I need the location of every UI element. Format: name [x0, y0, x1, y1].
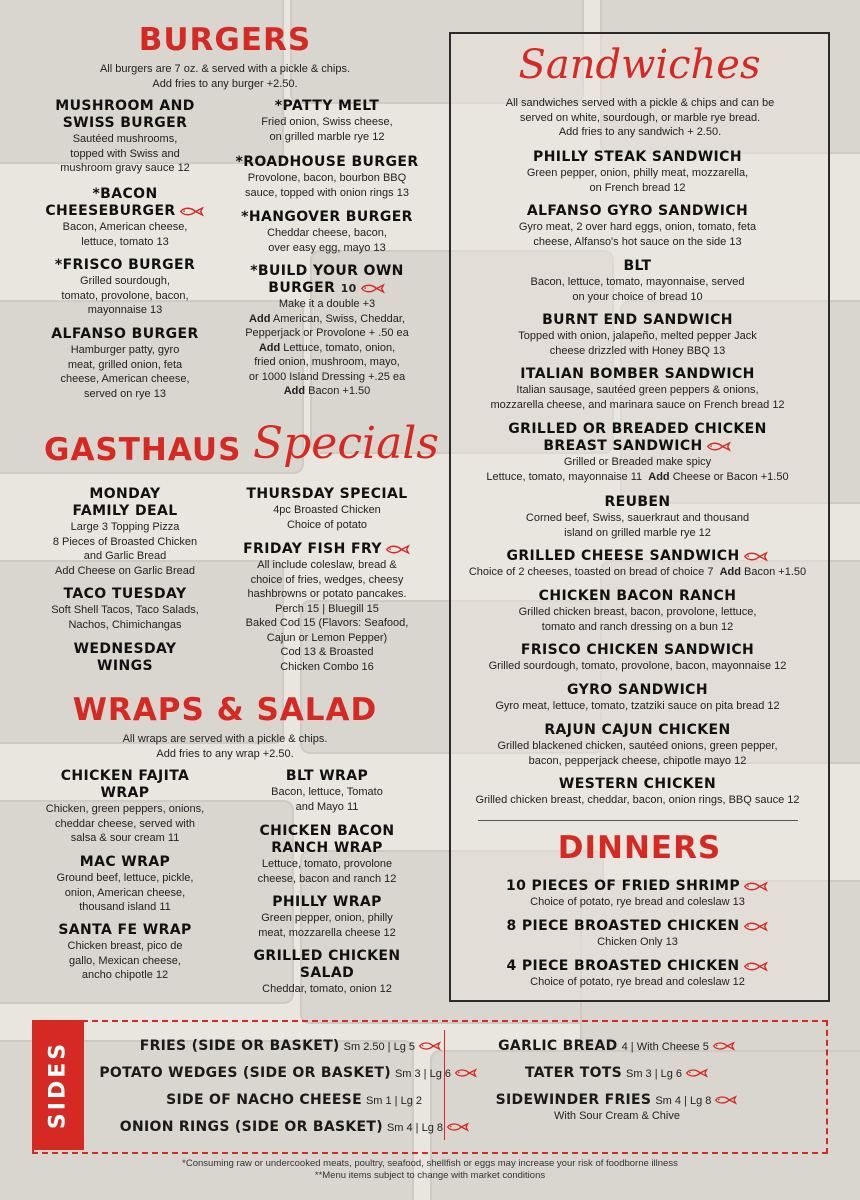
item-name: WEDNESDAY	[73, 641, 177, 657]
item-description: Grilled chicken breast, bacon, provolone, lettuce,	[518, 606, 757, 618]
item-description: Make it a double +3	[278, 298, 376, 310]
item-description: Nachos, Chimichangas	[68, 618, 182, 631]
side-item-nacho-cheese	[166, 1091, 422, 1109]
specials-script-heading: Specials	[253, 418, 439, 469]
menu-item-reuben	[451, 494, 824, 540]
item-description: Choice of potato, rye bread and coleslaw 12	[530, 976, 745, 988]
item-description: Cheese or Bacon +1.50	[669, 470, 789, 483]
menu-item-philly-wrap	[222, 894, 432, 940]
side-name: FRIES (SIDE OR BASKET)	[139, 1038, 340, 1054]
fish-icon	[685, 1068, 709, 1078]
item-description: Topped with onion, jalapeño, melted pepper Jack	[518, 330, 757, 342]
menu-item-roadhouse-burger	[222, 154, 432, 200]
item-description: Large 3 Topping Pizza	[70, 521, 180, 533]
fish-icon	[712, 1041, 736, 1051]
sandwiches-intro-line: served on white, sourdough, or marble rye bread.	[519, 111, 761, 124]
item-description: cheese, Alfanso's hot sauce on the side 13	[533, 235, 742, 248]
item-description: Gyro meat, 2 over hard eggs, onion, tomato, feta	[518, 221, 757, 233]
item-description: 8 Pieces of Broasted Chicken	[52, 535, 198, 548]
side-price: Sm 3 | Lg 6	[626, 1068, 683, 1080]
item-description: Bacon, lettuce, Tomato	[271, 786, 383, 798]
add-label: Add	[719, 566, 741, 578]
menu-item-thursday-special	[222, 486, 432, 532]
item-description: American, Swiss, Cheddar,	[270, 312, 405, 325]
side-price: Sm 3 | Lg 6	[394, 1068, 451, 1080]
side-item-fries	[140, 1037, 442, 1055]
wraps-heading: WRAPS & SALAD	[72, 692, 378, 728]
item-name: MUSHROOM AND	[55, 98, 195, 114]
menu-item-build-your-own-burger	[222, 263, 432, 399]
item-name: FRISCO CHICKEN SANDWICH	[520, 642, 755, 658]
add-label: Add	[648, 470, 670, 483]
item-name: GRILLED CHICKEN	[253, 948, 401, 964]
item-name: GRILLED CHEESE SANDWICH	[506, 548, 740, 564]
side-name: SIDE OF NACHO CHEESE	[166, 1092, 362, 1108]
side-name: ONION RINGS (SIDE OR BASKET)	[119, 1119, 383, 1135]
sandwiches-intro-line: All sandwiches served with a pickle & chips and can be	[505, 97, 775, 109]
item-name: PHILLY STEAK SANDWICH	[533, 149, 742, 165]
burgers-intro	[60, 62, 390, 91]
menu-item-rajun-cajun-chicken	[451, 722, 824, 768]
fish-icon	[179, 206, 205, 217]
item-name: CHICKEN FAJITA	[60, 768, 190, 784]
item-name: BURGER	[268, 280, 336, 296]
item-description: Grilled chicken breast, cheddar, bacon, onion rings, BBQ sauce 12	[475, 794, 800, 806]
section-divider	[478, 820, 798, 821]
side-item-potato-wedges	[99, 1064, 478, 1082]
item-description: lettuce, tomato 13	[81, 235, 169, 248]
item-name: MAC WRAP	[79, 854, 171, 870]
item-description: fried onion, mushroom, mayo,	[254, 356, 400, 368]
menu-item-fried-shrimp	[451, 878, 824, 910]
item-description: cheese, American cheese,	[60, 373, 190, 385]
item-name: WRAP	[100, 785, 150, 801]
item-description: Grilled or Breaded make spicy	[563, 456, 712, 468]
item-description: Baked Cod 15 (Flavors: Seafood,	[245, 617, 409, 629]
fish-icon	[743, 921, 769, 932]
item-description: Cajun or Lemon Pepper)	[266, 631, 388, 644]
side-item-garlic-bread	[446, 1037, 788, 1055]
item-description: Grilled sourdough,	[80, 275, 170, 287]
item-name: FRIDAY FISH FRY	[243, 541, 382, 557]
menu-item-grilled-or-breaded-chicken-breast-sandwich	[451, 421, 824, 484]
menu-item-chicken-fajita-wrap	[30, 768, 220, 846]
sandwiches-intro-line: Add fries to any sandwich + 2.50.	[558, 126, 722, 138]
menu-item-blt	[451, 258, 824, 304]
item-description: over easy egg, mayo 13	[268, 241, 386, 254]
burgers-heading: BURGERS	[138, 22, 312, 58]
item-description: tomato, provolone, bacon,	[61, 289, 189, 302]
item-description: Chicken Combo 16	[280, 660, 374, 673]
fish-icon	[418, 1041, 442, 1051]
sandwiches-intro	[455, 96, 825, 140]
item-description: sauce, topped with onion rings 13	[245, 186, 409, 199]
item-description: Pepperjack or Provolone + .50 ea	[245, 327, 409, 339]
side-item-onion-rings	[120, 1118, 470, 1136]
item-name: *PATTY MELT	[274, 98, 380, 114]
item-name: CHICKEN BACON	[259, 823, 395, 839]
item-name: *BACON	[92, 186, 158, 202]
item-description: Soft Shell Tacos, Taco Salads,	[51, 604, 199, 616]
burgers-intro-line: All burgers are 7 oz. & served with a pickle & chips.	[99, 63, 351, 75]
item-description: Fried onion, Swiss cheese,	[261, 116, 393, 128]
fish-icon	[714, 1095, 738, 1105]
item-description: ancho chipotle 12	[81, 969, 169, 981]
footer-line: **Menu items subject to change with market conditions	[314, 1170, 546, 1181]
item-description: Perch 15 | Bluegill 15	[275, 602, 379, 615]
wraps-intro-line: Add fries to any wrap +2.50.	[156, 747, 294, 760]
item-description: Bacon +1.50	[305, 385, 371, 397]
menu-item-bacon-cheeseburger	[30, 186, 220, 249]
item-description: mushroom gravy sauce 12	[60, 162, 190, 174]
item-description: hashbrowns or potato pancakes.	[247, 588, 407, 600]
menu-item-mac-wrap	[30, 854, 220, 915]
item-description: Choice of potato	[286, 518, 368, 531]
item-name: BLT	[623, 258, 652, 274]
item-description: Corned beef, Swiss, sauerkraut and thousand	[525, 512, 750, 524]
menu-item-alfanso-gyro-sandwich	[451, 203, 824, 249]
item-name: SALAD	[299, 965, 355, 981]
item-description: on grilled marble rye 12	[269, 130, 385, 143]
fish-icon	[385, 544, 411, 555]
item-description: mayonnaise 13	[87, 304, 163, 316]
item-description: island on grilled marble rye 12	[564, 526, 711, 539]
item-name: 10 PIECES OF FRIED SHRIMP	[505, 878, 741, 894]
item-description: choice of fries, wedges, cheesy	[250, 573, 404, 586]
side-price: Sm 4 | Lg 8	[655, 1095, 712, 1107]
menu-item-chicken-bacon-ranch	[451, 588, 824, 634]
burgers-intro-line: Add fries to any burger +2.50.	[152, 77, 298, 90]
menu-item-wednesday-wings	[30, 641, 220, 675]
dinners-heading: DINNERS	[557, 830, 722, 866]
item-description: Chicken Only 13	[597, 936, 678, 948]
menu-item-friday-fish-fry	[222, 541, 432, 674]
item-description: and Mayo 11	[295, 800, 359, 813]
item-description: Green pepper, onion, philly	[261, 912, 393, 924]
side-name: POTATO WEDGES (SIDE OR BASKET)	[99, 1065, 391, 1081]
menu-item-hangover-burger	[222, 209, 432, 255]
item-description: served on rye 13	[84, 387, 166, 400]
item-name: GRILLED OR BREADED CHICKEN	[508, 421, 767, 437]
menu-item-8-piece-broasted-chicken	[451, 918, 824, 950]
item-name: *ROADHOUSE BURGER	[235, 154, 419, 170]
fish-icon	[743, 551, 769, 562]
item-description: 4pc Broasted Chicken	[273, 504, 381, 516]
item-description: Italian sausage, sautéed green peppers & onions,	[516, 384, 759, 396]
item-name: SANTA FE WRAP	[58, 922, 192, 938]
item-name: 4 PIECE BROASTED CHICKEN	[506, 958, 740, 974]
item-description: Gyro meat, lettuce, tomato, tzatziki sauce on pita bread 12	[495, 700, 780, 712]
item-description: Green pepper, onion, philly meat, mozzarella,	[526, 167, 749, 179]
menu-item-patty-melt	[222, 98, 432, 144]
item-description: Ground beef, lettuce, pickle,	[56, 872, 194, 884]
item-description: thousand island 11	[79, 901, 171, 913]
item-description: Cheddar, tomato, onion 12	[262, 983, 392, 995]
fish-icon	[360, 283, 386, 294]
item-description: Lettuce, tomato, provolone	[261, 858, 393, 870]
add-label: Add	[249, 312, 271, 325]
item-name: ALFANSO GYRO SANDWICH	[526, 203, 749, 219]
item-name: *FRISCO BURGER	[54, 257, 196, 273]
item-description: Hamburger patty, gyro	[70, 344, 180, 356]
item-description: cheddar cheese, served with	[54, 817, 196, 830]
menu-item-monday-family-deal	[30, 486, 220, 578]
side-item-sidewinder-fries	[446, 1091, 788, 1124]
item-description: Lettuce, tomato, mayonnaise 11	[486, 470, 643, 483]
fish-icon	[743, 961, 769, 972]
item-name: BLT WRAP	[285, 768, 369, 784]
item-description: salsa & sour cream 11	[70, 832, 180, 844]
item-name: CHEESEBURGER	[45, 203, 176, 219]
sandwiches-heading: Sandwiches	[518, 42, 761, 88]
item-name: PHILLY WRAP	[272, 894, 382, 910]
item-name: 8 PIECE BROASTED CHICKEN	[506, 918, 740, 934]
item-description: cheese drizzled with Honey BBQ 13	[549, 344, 726, 357]
item-description: Grilled blackened chicken, sautéed onions, green pepper,	[497, 740, 778, 752]
menu-item-frisco-chicken-sandwich	[451, 642, 824, 674]
item-description: Lettuce, tomato, onion,	[280, 341, 396, 354]
sides-tab	[32, 1020, 84, 1150]
item-name: BURNT END SANDWICH	[542, 312, 733, 328]
item-description: or 1000 Island Dressing +.25 ea	[248, 370, 406, 383]
item-name: SWISS BURGER	[62, 115, 188, 131]
item-description: mozzarella cheese, and marinara sauce on French bread 12	[490, 398, 785, 411]
item-name: REUBEN	[604, 494, 671, 510]
item-description: Chicken, green peppers, onions,	[45, 803, 205, 815]
item-description: Cheddar cheese, bacon,	[267, 227, 387, 239]
menu-item-4-piece-broasted-chicken	[451, 958, 824, 990]
menu-item-western-chicken	[451, 776, 824, 808]
item-description: meat, grilled onion, feta	[67, 358, 183, 371]
item-name: WINGS	[97, 658, 153, 674]
item-description: Provolone, bacon, bourbon BBQ	[247, 172, 407, 184]
side-note: With Sour Cream & Chive	[554, 1110, 680, 1122]
side-price: Sm 1 | Lg 2	[365, 1095, 422, 1107]
item-description: All include coleslaw, bread &	[257, 559, 397, 571]
item-name: CHICKEN BACON RANCH	[538, 588, 737, 604]
menu-item-italian-bomber-sandwich	[451, 366, 824, 412]
item-name: BREAST SANDWICH	[543, 438, 703, 454]
menu-item-alfanso-burger	[30, 326, 220, 401]
item-price: 10	[340, 282, 357, 295]
item-name: GYRO SANDWICH	[567, 682, 708, 698]
item-name: THURSDAY SPECIAL	[246, 486, 408, 502]
menu-item-philly-steak-sandwich	[451, 149, 824, 195]
wraps-intro-line: All wraps are served with a pickle & chips.	[122, 733, 328, 745]
item-description: Bacon, American cheese,	[62, 221, 188, 233]
item-description: on your choice of bread 10	[572, 290, 703, 303]
side-name: TATER TOTS	[524, 1065, 622, 1081]
side-price: Sm 2.50 | Lg 5	[343, 1041, 415, 1053]
fish-icon	[706, 441, 732, 452]
item-description: bacon, pepperjack cheese, chipotle mayo 12	[528, 754, 747, 767]
item-name: TACO TUESDAY	[63, 586, 187, 602]
footer-line: *Consuming raw or undercooked meats, poultry, seafood, shellfish or eggs may increase your risk of foodborne illness	[182, 1158, 678, 1169]
item-description: topped with Swiss and	[70, 147, 180, 160]
item-name: *BUILD YOUR OWN	[250, 263, 404, 279]
item-description: Choice of 2 cheeses, toasted on bread of choice 7	[468, 566, 714, 578]
item-name: ALFANSO BURGER	[51, 326, 199, 342]
item-description: Chicken breast, pico de	[67, 940, 183, 952]
add-label: Add	[283, 385, 306, 397]
menu-item-grilled-chicken-salad	[222, 948, 432, 997]
item-description: Sautéed mushrooms,	[72, 133, 178, 145]
item-description: on French bread 12	[589, 181, 686, 194]
side-item-tater-tots	[446, 1064, 788, 1082]
side-price: 4 | With Cheese 5	[621, 1041, 709, 1053]
item-description: and Garlic Bread	[83, 550, 167, 562]
item-name: RANCH WRAP	[271, 840, 383, 856]
side-name: SIDEWINDER FRIES	[495, 1092, 652, 1108]
specials-heading: GASTHAUS	[44, 432, 242, 468]
item-description: gallo, Mexican cheese,	[69, 954, 181, 967]
menu-item-burnt-end-sandwich	[451, 312, 824, 358]
item-description: Bacon +1.50	[740, 566, 807, 578]
item-description: Cod 13 & Broasted	[280, 646, 374, 658]
side-price: Sm 4 | Lg 8	[386, 1122, 443, 1134]
menu-item-frisco-burger	[30, 257, 220, 318]
menu-item-blt-wrap	[222, 768, 432, 814]
item-name: RAJUN CAJUN CHICKEN	[544, 722, 731, 738]
fish-icon	[743, 881, 769, 892]
item-name: *HANGOVER BURGER	[241, 209, 413, 225]
item-description: onion, American cheese,	[64, 886, 186, 899]
wraps-intro	[60, 732, 390, 761]
menu-item-santa-fe-wrap	[30, 922, 220, 983]
menu-item-grilled-cheese-sandwich	[451, 548, 824, 580]
item-name: WESTERN CHICKEN	[558, 776, 717, 792]
item-description: tomato and ranch dressing on a bun 12	[541, 620, 734, 633]
footer-disclaimer	[40, 1158, 820, 1182]
add-label: Add	[258, 341, 281, 354]
sides-tab-label: SIDES	[45, 1040, 71, 1130]
menu-item-chicken-bacon-ranch-wrap	[222, 823, 432, 886]
menu-item-gyro-sandwich	[451, 682, 824, 714]
menu-item-taco-tuesday	[30, 586, 220, 632]
item-description: Grilled sourdough, tomato, provolone, bacon, mayonnaise 12	[488, 660, 787, 672]
item-description: Bacon, lettuce, tomato, mayonnaise, served	[530, 276, 745, 288]
item-name: ITALIAN BOMBER SANDWICH	[520, 366, 755, 382]
side-name: GARLIC BREAD	[498, 1038, 618, 1054]
item-name: MONDAY	[89, 486, 161, 502]
item-name: FAMILY DEAL	[72, 503, 178, 519]
item-description: Add Cheese on Garlic Bread	[54, 564, 196, 577]
item-description: cheese, bacon and ranch 12	[257, 872, 397, 885]
menu-item-mushroom-swiss-burger	[30, 98, 220, 176]
item-description: meat, mozzarella cheese 12	[258, 926, 396, 939]
item-description: Choice of potato, rye bread and coleslaw 13	[530, 896, 745, 908]
